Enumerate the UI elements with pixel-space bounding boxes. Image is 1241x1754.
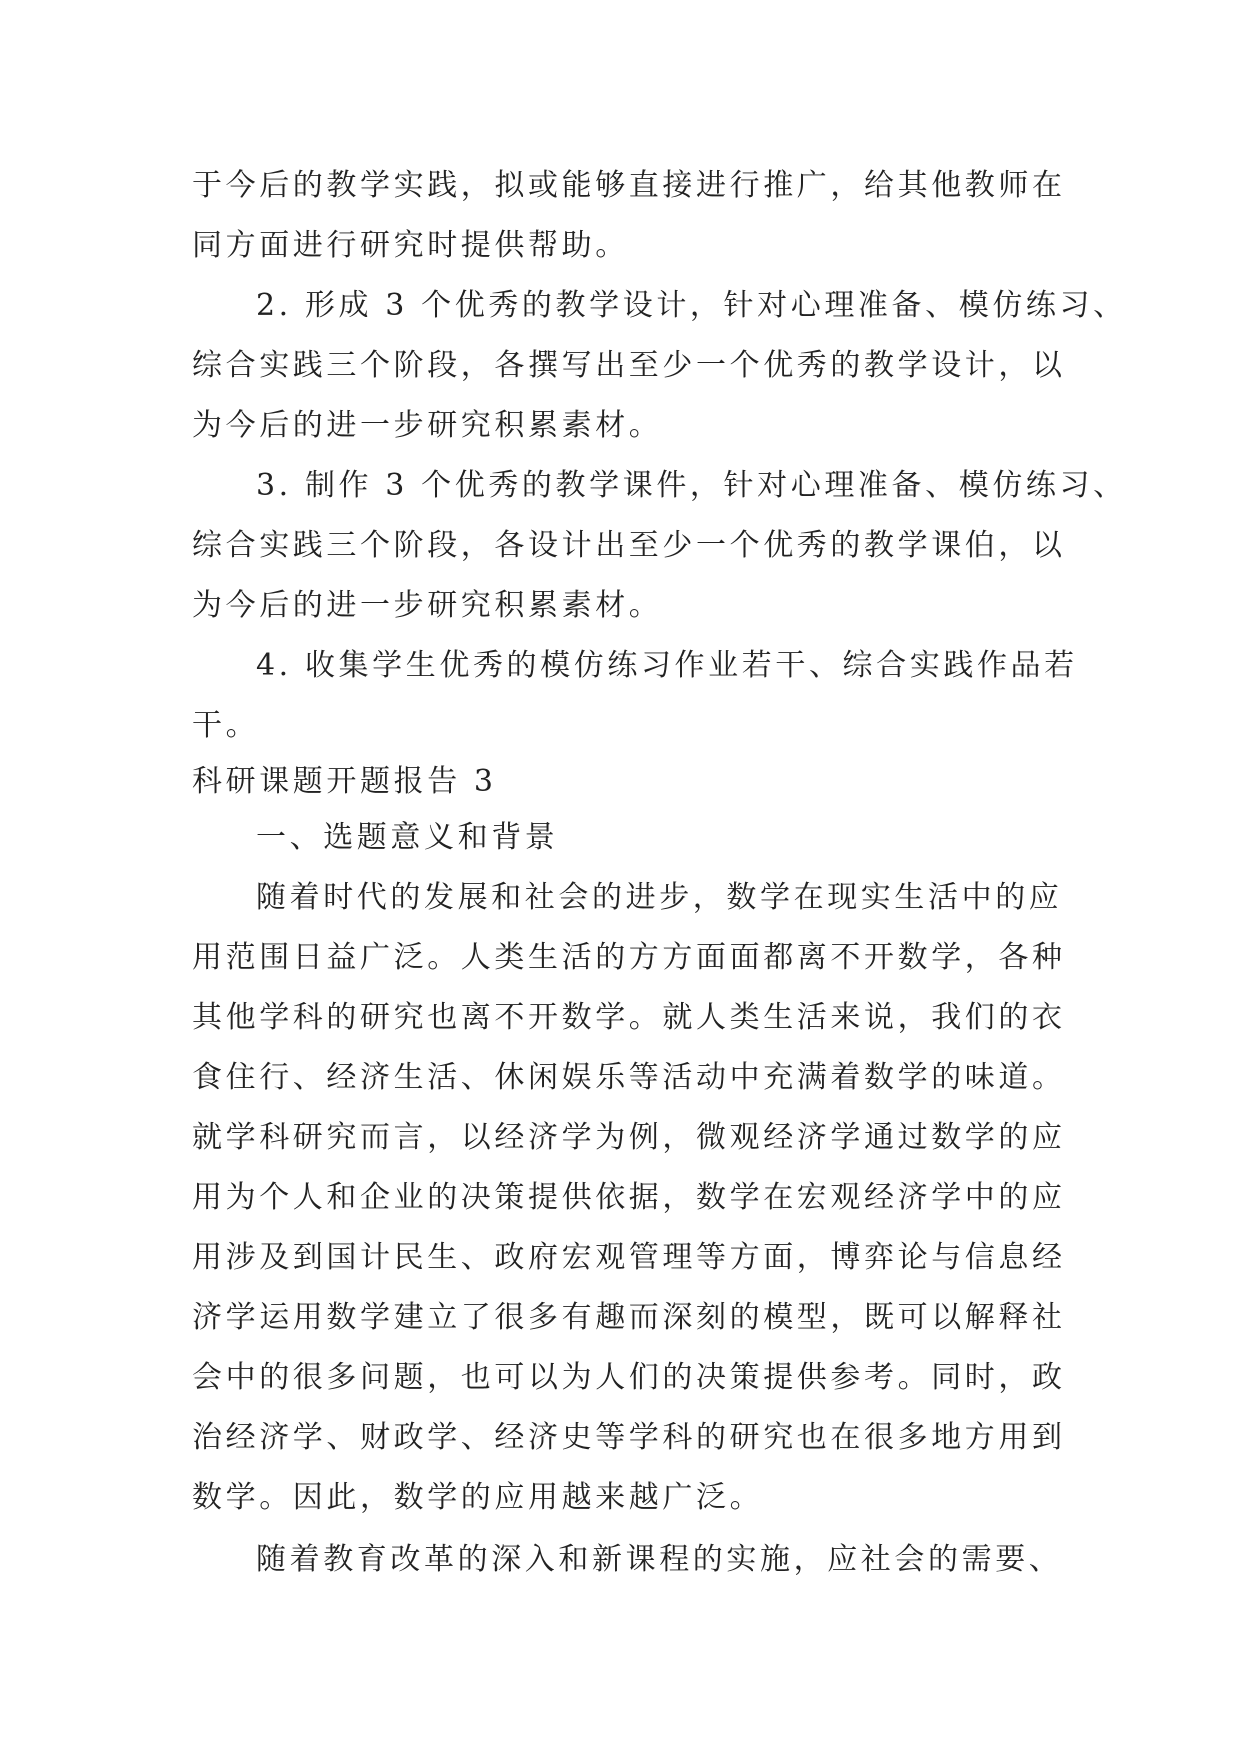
text-line-10: 干。: [192, 708, 260, 743]
text-line-20: 济学运用数学建立了很多有趣而深刻的模型，既可以解释社: [192, 1300, 1066, 1335]
text-line-3: 2. 形成 3 个优秀的教学设计，针对心理准备、模仿练习、: [256, 288, 1127, 323]
text-line-14: 用范围日益广泛。人类生活的方方面面都离不开数学，各种: [192, 940, 1066, 975]
subsection-heading: 一、选题意义和背景: [256, 820, 559, 855]
text-line-22: 治经济学、财政学、经济史等学科的研究也在很多地方用到: [192, 1420, 1066, 1455]
text-line-5: 为今后的进一步研究积累素材。: [192, 408, 663, 443]
text-line-19: 用涉及到国计民生、政府宏观管理等方面，博弈论与信息经: [192, 1240, 1066, 1275]
text-line-15: 其他学科的研究也离不开数学。就人类生活来说，我们的衣: [192, 1000, 1066, 1035]
text-line-16: 食住行、经济生活、休闲娱乐等活动中充满着数学的味道。: [192, 1060, 1066, 1095]
text-line-17: 就学科研究而言，以经济学为例，微观经济学通过数学的应: [192, 1120, 1066, 1155]
text-line-21: 会中的很多问题，也可以为人们的决策提供参考。同时，政: [192, 1360, 1066, 1395]
text-line-2: 同方面进行研究时提供帮助。: [192, 228, 629, 263]
text-line-24: 随着教育改革的深入和新课程的实施，应社会的需要、: [256, 1542, 1063, 1577]
section-title: 科研课题开题报告 3: [192, 764, 497, 799]
text-line-18: 用为个人和企业的决策提供依据，数学在宏观经济学中的应: [192, 1180, 1066, 1215]
text-line-13: 随着时代的发展和社会的进步，数学在现实生活中的应: [256, 880, 1063, 915]
text-line-6: 3. 制作 3 个优秀的教学课件，针对心理准备、模仿练习、: [256, 468, 1127, 503]
text-line-8: 为今后的进一步研究积累素材。: [192, 588, 663, 623]
text-line-7: 综合实践三个阶段，各设计出至少一个优秀的教学课伯，以: [192, 528, 1066, 563]
text-line-9: 4. 收集学生优秀的模仿练习作业若干、综合实践作品若: [256, 648, 1078, 683]
text-line-23: 数学。因此，数学的应用越来越广泛。: [192, 1480, 764, 1515]
text-line-4: 综合实践三个阶段，各撰写出至少一个优秀的教学设计，以: [192, 348, 1066, 383]
text-line-1: 于今后的教学实践，拟或能够直接进行推广，给其他教师在: [192, 168, 1066, 203]
